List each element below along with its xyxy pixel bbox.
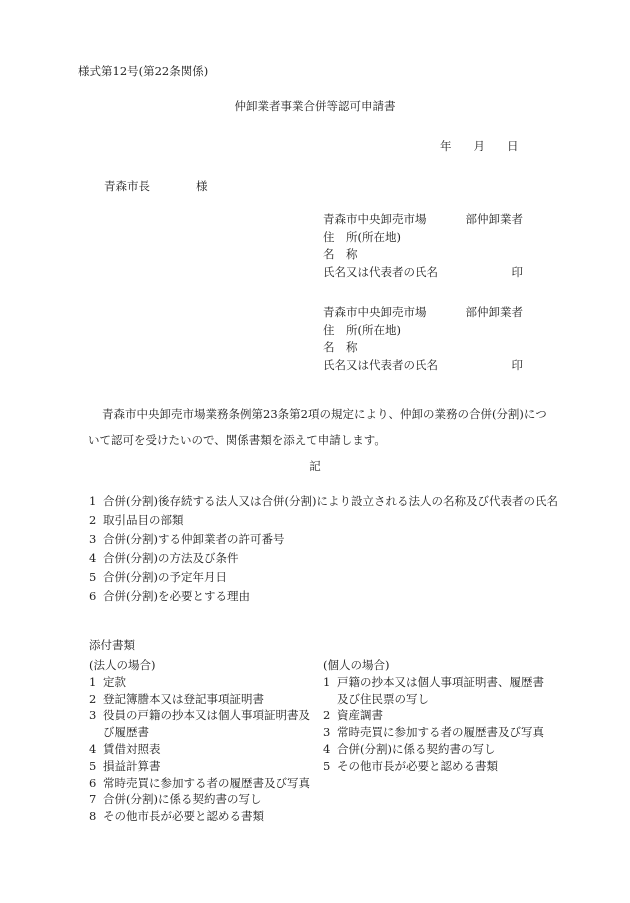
- date-year: 年: [440, 139, 452, 153]
- item-text: 損益計算書: [103, 758, 161, 773]
- list-item: [323, 741, 555, 758]
- applicant-rep-label: 氏名又は代表者の氏名: [323, 357, 438, 372]
- item-number: 3: [89, 708, 97, 723]
- item-text: 取引品目の部類: [103, 513, 184, 527]
- applicant-market: 青森市中央卸売市場: [323, 305, 427, 319]
- item-text: 戸籍の抄本又は個人事項証明書、履歴書及び住民票の写し: [337, 674, 544, 706]
- item-text: 合併(分割)後存続する法人又は合併(分割)により設立される法人の名称及び代表者の氏名: [103, 494, 558, 508]
- corporate-heading: (法人の場合): [89, 658, 156, 672]
- item-number: 8: [89, 809, 97, 824]
- item-text: 賃借対照表: [103, 741, 161, 756]
- item-number: 3: [89, 532, 97, 546]
- individual-heading: (個人の場合): [323, 658, 390, 672]
- item-text: 合併(分割)する仲卸業者の許可番号: [103, 532, 285, 546]
- addressee-honorific: 様: [196, 179, 208, 193]
- applicant-name-label: 名 称: [323, 340, 358, 354]
- list-item: [89, 758, 321, 775]
- item-number: 5: [89, 570, 97, 584]
- list-item: [323, 674, 555, 708]
- list-item: [89, 587, 559, 606]
- list-item: [89, 707, 321, 741]
- item-text: 合併(分割)を必要とする理由: [103, 589, 250, 603]
- item-text: 常時売買に参加する者の履歴書及び写真: [337, 725, 544, 740]
- list-item: [323, 707, 555, 724]
- list-item: [89, 549, 559, 568]
- applicant-role: 部仲卸業者: [465, 305, 523, 319]
- list-item: [89, 674, 321, 691]
- item-number: 1: [323, 674, 331, 689]
- list-item: [323, 724, 555, 741]
- item-text: 定款: [103, 674, 126, 689]
- item-text: 資産調書: [337, 708, 383, 723]
- item-number: 4: [89, 551, 97, 565]
- item-text: 合併(分割)の方法及び条件: [103, 551, 239, 565]
- list-item: [89, 791, 321, 808]
- item-number: 4: [323, 741, 331, 756]
- item-number: 3: [323, 725, 331, 740]
- applicant-block: [323, 307, 523, 377]
- item-text: 合併(分割)の予定年月日: [103, 570, 227, 584]
- list-item: [89, 691, 321, 708]
- item-list: [89, 492, 559, 606]
- date-line: [440, 141, 519, 153]
- list-item: [89, 775, 321, 792]
- item-text: その他市長が必要と認める書類: [337, 758, 498, 773]
- seal-mark: 印: [511, 264, 523, 279]
- item-text: 合併(分割)に係る契約書の写し: [337, 741, 496, 756]
- item-text: 役員の戸籍の抄本又は個人事項証明書及び履歴書: [103, 708, 310, 740]
- item-text: 登記簿謄本又は登記事項証明書: [103, 691, 264, 706]
- list-item: [89, 808, 321, 825]
- applicant-address-label: 住 所(所在地): [323, 229, 401, 244]
- applicant-market: 青森市中央卸売市場: [323, 212, 427, 226]
- form-number: 様式第12号(第22条関係): [78, 64, 209, 78]
- corporate-attachments: [89, 657, 321, 825]
- item-number: 1: [89, 494, 97, 508]
- item-number: 4: [89, 741, 97, 756]
- date-day: 日: [507, 139, 519, 153]
- item-number: 6: [89, 775, 97, 790]
- applicant-address-label: 住 所(所在地): [323, 322, 401, 337]
- ki-heading: 記: [309, 459, 321, 473]
- date-month: 月: [473, 139, 485, 153]
- application-statement: 青森市中央卸売市場業務条例第23条第2項の規定により、仲卸の業務の合併(分割)について認可を受けたいので、関係書類を添えて申請します。: [88, 407, 547, 447]
- item-text: 合併(分割)に係る契約書の写し: [103, 792, 262, 807]
- item-number: 5: [89, 758, 97, 773]
- item-number: 7: [89, 792, 97, 807]
- list-item: [89, 568, 559, 587]
- list-item: [89, 492, 559, 511]
- list-item: [89, 530, 559, 549]
- individual-attachments: [323, 657, 555, 775]
- applicant-block: [323, 214, 523, 284]
- item-number: 2: [89, 691, 97, 706]
- applicant-name-label: 名 称: [323, 247, 358, 261]
- applicant-rep-label: 氏名又は代表者の氏名: [323, 264, 438, 279]
- addressee-name: 青森市長: [104, 179, 150, 193]
- item-text: 常時売買に参加する者の履歴書及び写真: [103, 775, 310, 790]
- page-title: 仲卸業者事業合併等認可申請書: [234, 99, 396, 113]
- list-item: [89, 741, 321, 758]
- attachments-heading: 添付書類: [89, 638, 135, 652]
- item-number: 2: [323, 708, 331, 723]
- list-item: [323, 758, 555, 775]
- item-text: その他市長が必要と認める書類: [103, 809, 264, 824]
- addressee: [104, 181, 208, 193]
- applicant-role: 部仲卸業者: [465, 212, 523, 226]
- item-number: 2: [89, 513, 97, 527]
- item-number: 5: [323, 758, 331, 773]
- seal-mark: 印: [511, 357, 523, 372]
- item-number: 1: [89, 674, 97, 689]
- list-item: [89, 511, 559, 530]
- item-number: 6: [89, 589, 97, 603]
